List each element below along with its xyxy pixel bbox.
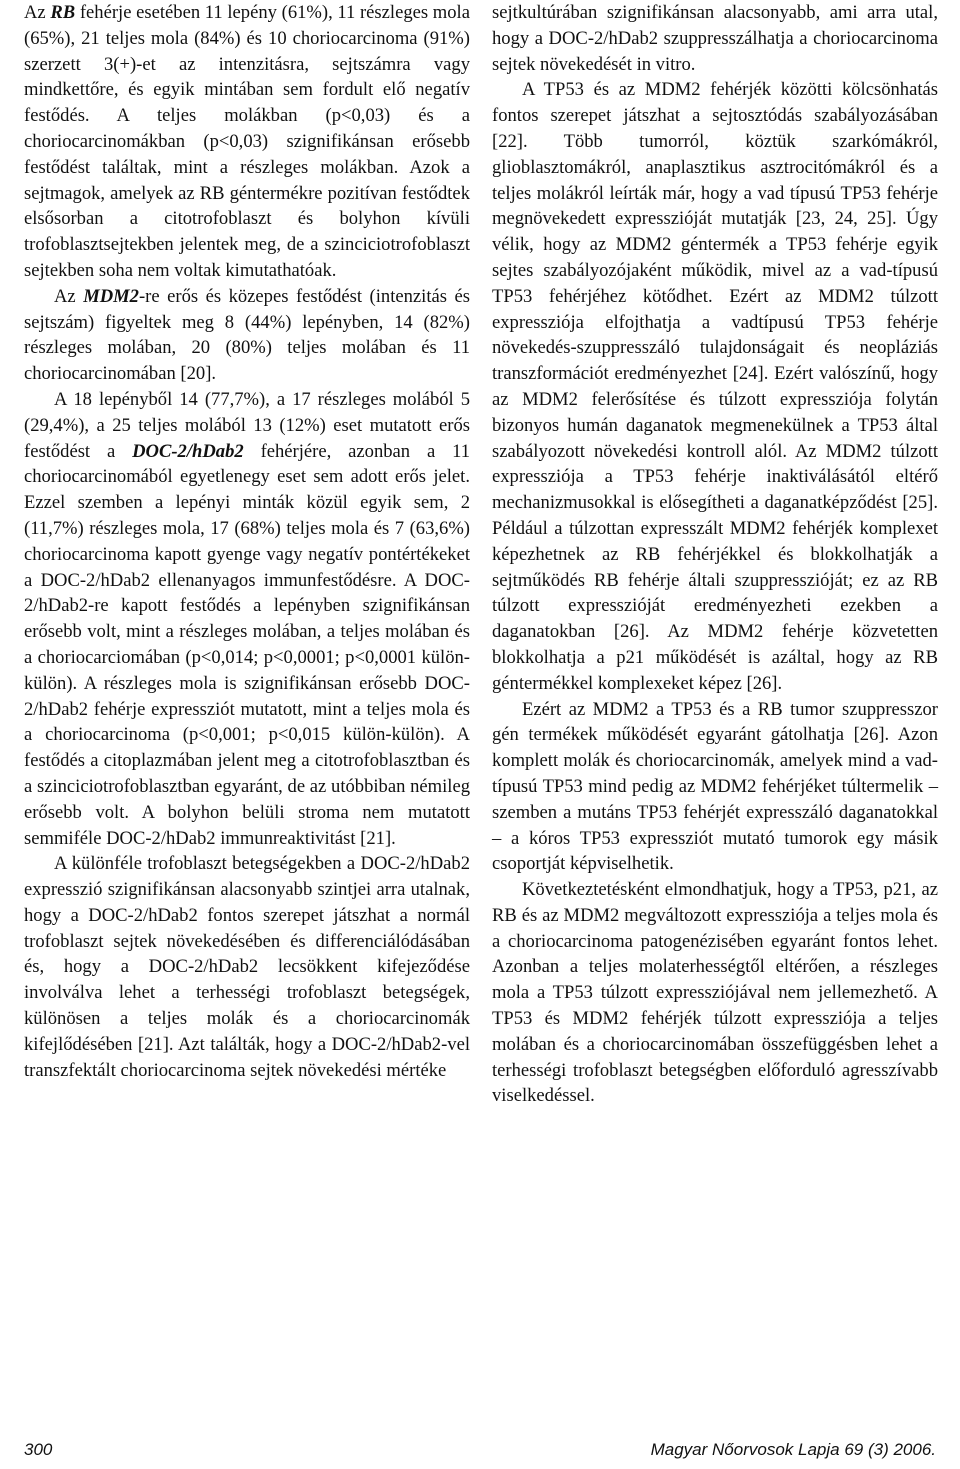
paragraph-doc2 (24, 387, 470, 851)
paragraph-text: Az (24, 2, 51, 23)
journal-citation: Magyar Nőorvosok Lapja 69 (3) 2006. (650, 1440, 936, 1459)
gene-name-rb: RB (50, 2, 76, 23)
paragraph-trophoblast: A különféle trofoblaszt betegségekben a DOC-2/hDab2 expresszió szignifikánsan alacsonyabb szintjei arra utalnak, hogy a DOC-2/hDab2 fontos szerepet játszhat a normál trofoblaszt sejtek növekedésében és differenciálódásában és, hogy a DOC-2/hDab2 lecsökkent kifejeződése involválva lehet a terhességi trofoblaszt betegségek, különösen a teljes molák és a choriocarcinomák kifejlődésében [21]. Azt találták, hogy a DOC-2/hDab2-vel transzfektált choriocarcinoma sejtek növekedési mértéke (24, 853, 470, 1081)
paragraph-continuation: sejtkultúrában szignifikánsan alacsonyabb, ami arra utal, hogy a DOC-2/hDab2 szuppresszálhatja a choriocarcinoma sejtek növekedését in vitro. (492, 2, 938, 75)
page-number: 300 (24, 1440, 53, 1459)
paragraph-text: -re erős és közepes festődést (intenzitás és sejtszám) figyeltek meg 8 (44%) lepényben, 14 (82%) részleges molában, 20 (80%) teljes molában és 11 choriocarcinomában [20]. (24, 285, 470, 385)
paragraph-text: fehérjére, azonban a 11 choriocarcinomából egyetlenegy eset sem adott erős jelet. Ezzel szemben a lepényi minták közül egyik sem, 2 (11,7%) részleges mola, 17 (68%) teljes mola és 7 (63,6%) choriocarcinoma kapott gyenge vagy negatív pontértékeket a DOC-2/hDab2 ellenanyagos immunfestődésre. A DOC-2/hDab2-re kapott festődés a lepényben szignifikánsan erősebb volt, mint a részleges molában, a teljes molában és a choriocarciomában (p<0,014; p<0,0001; p<0,0001 külön-külön). A részleges mola is szignifikánsan erősebb DOC-2/hDab2 fehérje expressziót mutatott, mint a teljes mola és a choriocarcinoma (p<0,001; p<0,015 külön-külön). A festődés a citoplazmában jelent meg a citotrofoblasztban és a szinciciotrofoblasztban egyaránt, de az utóbbiban némileg erősebb volt. A bolyhon belüli stroma nem mutatott semmiféle DOC-2/hDab2 immunreaktivitást [21]. (24, 440, 470, 849)
paragraph-tp53-mdm2: A TP53 és az MDM2 fehérjék közötti kölcsönhatás fontos szerepet játszhat a sejtosztódás szabályozásában [22]. Több tumorról, köztük szarkómákról, glioblasztomákról, anaplasztikus asztrocitómákról és a teljes molákról leírták már, hogy a vad típusú TP53 fehérje megnövekedett expresszióját mutatják [23, 24, 25]. Úgy vélik, hogy az MDM2 géntermék a TP53 fehérje egyik sejtes szabályozójaként működik, mivel az a vad-típusú TP53 fehérjéhez kötődhet. Ezért az MDM2 túlzott expressziója elfojthatja a vadtípusú TP53 fehérje növekedés-szuppresszáló tulajdonságait és neopláziás transzformációt eredményezhet [24]. Ezért valószínű, hogy az MDM2 felerősítése és túlzott expressziója folytán bizonyos humán daganatok megmenekülnek a TP53 által szabályozott növekedési kontroll alól. Az MDM2 túlzott expressziója a TP53 fehérje inaktiválásától eltérő mechanizmusokkal is elősegítheti a daganatképződést [25]. Például a túlzottan expresszált MDM2 fehérjék komplexet képezhetnek az RB fehérjékkel és blokkolhatják a sejtműködés RB fehérje általi szuppresszióját; ez az RB túlzott expresszióját eredményezheti ezekben a daganatokban [26]. Az MDM2 fehérje közvetetten blokkolhatja a p21 működését is azáltal, hogy az RB géntermékkel komplexeket képez [26]. (492, 79, 938, 694)
paragraph-rb (24, 0, 470, 284)
left-column (24, 0, 470, 1083)
paragraph-text: fehérje esetében 11 lepény (61%), 11 részleges mola (65%), 21 teljes mola (84%) és 10 choriocarcinoma (91%) szerzett 3(+)-et az intenzitásra, sejtszámra vagy mindkettőre, és egyik mintában sem fordult elő negatív festődés. A teljes molákban (p<0,03) és a choriocarcinomákban (p<0,03) szignifikánsan erősebb festődést találtak, mint a részleges molákban. Azok a sejtmagok, amelyek az RB géntermékre pozitívan festődtek elsősorban a citotrofoblaszt és bolyhon kívüli trofoblasztsejtekben jelentek meg, de a szinciciotrofoblaszt sejtekben soha nem voltak kimutathatóak. (24, 2, 470, 281)
paragraph-mdm2 (24, 284, 470, 387)
paragraph-suppressor: Ezért az MDM2 a TP53 és a RB tumor szuppresszor gén termékek működését egyaránt gátolhatja [26]. Azon komplett molák és choriocarcinomák, amelyek mind a vad-típusú TP53 mind pedig az MDM2 fehérjéket túltermelik – szemben a mutáns TP53 fehérjét expresszáló daganatokkal – a kóros TP53 expressziót mutató tumorok egy másik csoportját képviselhetik. (492, 698, 938, 875)
paragraph-conclusion: Következtetésként elmondhatjuk, hogy a TP53, p21, az RB és az MDM2 megváltozott expressziója a teljes mola és a choriocarcinoma patogenézisében egyaránt fontos lehet. Azonban a teljes molaterhességtől eltérően, a részleges mola a TP53 túlzott expressziójával nem jellemezhető. A TP53 és MDM2 fehérjék túlzott expressziója a teljes molában és a choriocarcinomában összefüggésben lehet a terhességi trofoblaszt betegségben előforduló agresszívabb viselkedéssel. (492, 879, 938, 1107)
paragraph-text: Az (54, 285, 84, 307)
gene-name-mdm2: MDM2 (83, 285, 139, 307)
paragraph-text: A 18 lepényből 14 (77,7%), a 17 részleges molából 5 (29,4%), a 25 teljes molából 13 (12%) eset mutatott erős festődést a (24, 388, 470, 462)
gene-name-doc2: DOC-2/hDab2 (132, 440, 244, 462)
right-column (492, 0, 938, 1109)
